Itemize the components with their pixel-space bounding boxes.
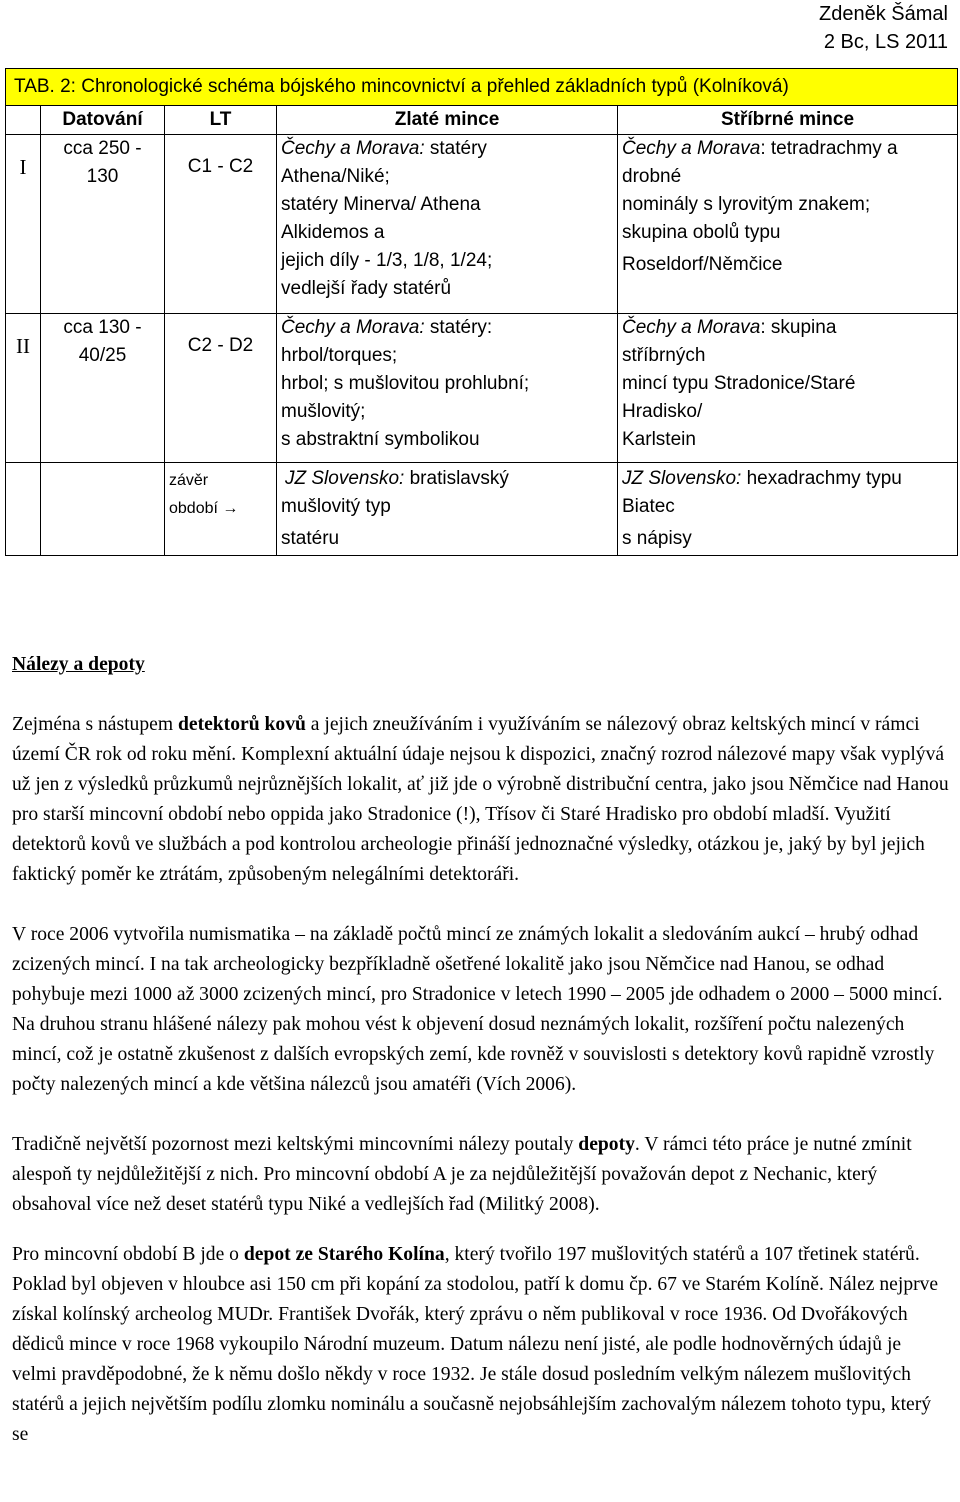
- table-caption: TAB. 2: Chronologické schéma bójského mincovnictví a přehled základních typů (Kolníková): [6, 69, 958, 106]
- header-cell-empty: [6, 106, 41, 135]
- gold-line: Athena/Niké;: [281, 166, 390, 187]
- silver-region: Čechy a Morava: [622, 317, 761, 338]
- lt-line: závěr: [169, 472, 209, 489]
- gold-cell: [277, 135, 618, 314]
- table-caption-row: [6, 69, 958, 106]
- document-body: [12, 650, 950, 1450]
- lt-cell: [165, 463, 277, 556]
- period-roman: I: [6, 135, 41, 314]
- silver-line: Hradisko/: [622, 401, 703, 422]
- silver-cell: [618, 463, 958, 556]
- silver-line: Roseldorf/Němčice: [622, 254, 783, 275]
- dating-cell: [41, 135, 165, 314]
- paragraph: [12, 1240, 950, 1450]
- header-cell-dating: Datování: [41, 106, 165, 135]
- gold-line: vedlejší řady statérů: [281, 278, 452, 299]
- gold-line: s abstraktní symbolikou: [281, 429, 480, 450]
- paragraph: [12, 1130, 950, 1220]
- table-row: [6, 314, 958, 463]
- paragraph-text: , který tvořilo 197 mušlovitých statérů a 107 třetinek statérů. Poklad byl objeven v hloubce asi 150 cm při kopání za stodolou, patří k domu čp. 67 ve Starém Kolíně. Nález nejprve získal kolínský archeolog MUDr. František Dvořák, který zprávu o něm publikoval v roce 1936. Od Dvořákových dědiců mince v roce 1968 vykoupilo Národní muzeum. Datum nálezu není jisté, ale podle hodnověrných údajů je velmi pravděpodobné, že k němu došlo někdy v roce 1932. Je stále dosud posledním velkým nálezem mušlovitých statérů a jejich největším podílu zlomku nominálu a současně nejobsáhlejším zachovalým nálezem tohoto typu, který se: [12, 1244, 939, 1445]
- silver-cell: [618, 314, 958, 463]
- gold-line: Alkidemos a: [281, 222, 385, 243]
- header-cell-silver: Stříbrné mince: [618, 106, 958, 135]
- silver-line: Biatec: [622, 496, 675, 517]
- course-label: 2 Bc, LS 2011: [823, 31, 948, 53]
- gold-line: mušlovitý;: [281, 401, 366, 422]
- paragraph-text: Tradičně největší pozornost mezi keltskými mincovními nálezy poutaly: [12, 1134, 579, 1155]
- gold-region: Čechy a Morava:: [281, 317, 425, 338]
- paragraph-text: . V rámci této práce je nutné zmínit alespoň ty nejdůležitější z nich. Pro mincovní období A je za nejdůležitější považován depot z Nechanic, který obsahoval více než deset statérů typu Niké a vedlejších řad (Militký 2008).: [12, 1134, 912, 1215]
- paragraph-bold: depoty: [578, 1134, 635, 1155]
- gold-line: bratislavský: [404, 468, 509, 489]
- page-header: [819, 0, 948, 56]
- silver-line: stříbrných: [622, 345, 706, 366]
- dating-line: cca 130 -: [63, 317, 142, 338]
- period-roman: [6, 463, 41, 556]
- table-header-row: [6, 106, 958, 135]
- paragraph: V roce 2006 vytvořila numismatika – na základě počtů mincí ze známých lokalit a sledováním aukcí – hrubý odhad zcizených mincí. I na tak archeologicky bezpříkladně ošetřené lokalitě jako jsou Němčice nad Hanou, se odhad pohybuje mezi 1000 až 3000 zcizených mincí, pro Stradonice v letech 1990 – 2005 jde odhadem o 2000 – 5000 mincí. Na druhou stranu hlášené nálezy pak mohou vést k objevení dosud neznámých lokalit, rozšíření počtu nalezených mincí, což je ostatně zkušenost z dalších evropských zemí, kde rovněž v souvislosti s detektory kovů rapidně vzrostly počty nalezených mincí a kde většina nálezců jsou amatéři (Vích 2006).: [12, 924, 943, 1095]
- paragraph-bold: depot ze Starého Kolína: [243, 1244, 445, 1265]
- lt-cell: C1 - C2: [165, 135, 277, 314]
- silver-line: skupina obolů typu: [622, 222, 781, 243]
- silver-line: hexadrachmy typu: [741, 468, 902, 489]
- header-cell-gold: Zlaté mince: [277, 106, 618, 135]
- silver-region: JZ Slovensko:: [622, 468, 742, 489]
- chronology-table: [5, 68, 958, 556]
- period-roman: II: [6, 314, 41, 463]
- gold-region: Čechy a Morava:: [281, 138, 425, 159]
- author-name: Zdeněk Šámal: [819, 3, 948, 25]
- gold-line: hrbol; s mušlovitou prohlubní;: [281, 373, 530, 394]
- silver-line: : skupina: [760, 317, 837, 338]
- paragraph-text: a jejich zneužíváním i využíváním se nálezový obraz keltských mincí v rámci území ČR rok od roku mění. Komplexní aktuální údaje nejsou k dispozici, značný rozrod nálezové mapy však vyplývá už jen z výsledků průzkumů nejrůznějších lokalit, ať již jde o výrobně distribuční centra, jako jsou Němčice nad Hanou pro starší mincovní období nebo oppida jako Stradonice (!), Třísov či Staré Hradisko pro období mladší. Využití detektorů kovů ve službách a pod kontrolou archeologie přináší jednoznačné výsledky, otázkou je, jaký by byl jejich faktický poměr ke ztrátám, způsobeným nelegálními detektoráři.: [12, 714, 949, 885]
- silver-line: drobné: [622, 166, 682, 187]
- gold-region: JZ Slovensko:: [285, 468, 405, 489]
- silver-region: Čechy a Morava: [622, 138, 761, 159]
- paragraph-text: Pro mincovní období B jde o: [12, 1244, 244, 1265]
- paragraph: [12, 710, 950, 890]
- silver-line: : tetradrachmy a: [760, 138, 898, 159]
- lt-cell: C2 - D2: [165, 314, 277, 463]
- silver-line: mincí typu Stradonice/Staré: [622, 373, 856, 394]
- dating-line: 40/25: [78, 345, 127, 366]
- table-row: [6, 463, 958, 556]
- gold-line: statéry:: [424, 317, 493, 338]
- gold-line: mušlovitý typ: [281, 496, 391, 517]
- gold-line: statéry: [424, 138, 487, 159]
- dating-line: 130: [86, 166, 119, 187]
- dating-line: cca 250 -: [63, 138, 142, 159]
- silver-line: Karlstein: [622, 429, 696, 450]
- dating-cell: [41, 314, 165, 463]
- header-cell-lt: LT: [165, 106, 277, 135]
- gold-line: jejich díly - 1/3, 1/8, 1/24;: [281, 250, 493, 271]
- gold-cell: [277, 314, 618, 463]
- gold-cell: [277, 463, 618, 556]
- paragraph-bold: detektorů kovů: [177, 714, 306, 735]
- silver-cell: [618, 135, 958, 314]
- silver-line: nominály s lyrovitým znakem;: [622, 194, 871, 215]
- section-title: Nálezy a depoty: [12, 654, 145, 675]
- dating-cell: [41, 463, 165, 556]
- lt-line: období →: [169, 500, 239, 517]
- paragraph-text: Zejména s nástupem: [12, 714, 178, 735]
- gold-line: statéru: [281, 528, 340, 549]
- gold-line: hrbol/torques;: [281, 345, 398, 366]
- silver-line: s nápisy: [622, 528, 692, 549]
- table-row: [6, 135, 958, 314]
- gold-line: statéry Minerva/ Athena: [281, 194, 481, 215]
